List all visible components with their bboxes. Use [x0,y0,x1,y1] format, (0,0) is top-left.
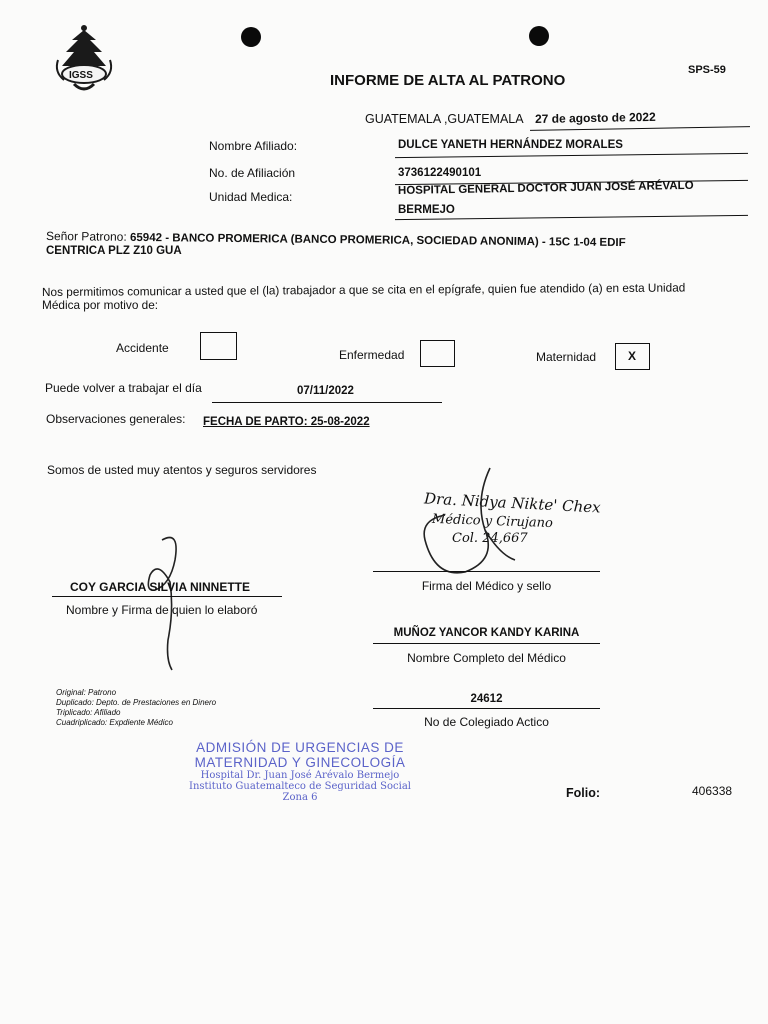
doctor-stamp-line3: Col. 24,667 [452,531,528,546]
copy-triplicado: Triplicado: Afiliado [56,708,121,717]
elaboro-name: COY GARCIA SILVIA NINNETTE [70,580,251,594]
folio-label: Folio: [566,786,601,800]
elaboro-line [52,596,282,597]
hospital-stamp-line3: Hospital Dr. Juan José Arévalo Bermejo [200,770,400,781]
patron-value-line1: 65942 - BANCO PROMERICA (BANCO PROMERICA, SOCIEDAD ANONIMA) - 15C 1-04 EDIF [129,231,626,250]
enfermedad-checkbox[interactable] [420,340,455,367]
firma-medico-label: Firma del Médico y sello [421,579,552,593]
afiliacion-label: No. de Afiliación [209,166,296,180]
afiliacion-value: 3736122490101 [398,167,482,179]
igss-logo [52,24,116,96]
unidad-value-line1: HOSPITAL GENERAL DOCTOR JUAN JOSÉ ARÉVALO [397,179,694,197]
doctor-stamp-line1: Dra. Nidya Nikte' Chex [423,489,602,517]
medico-line [373,643,600,644]
folio-value: 406338 [692,784,733,798]
date-underline [530,126,750,131]
igss-logo-text: IGSS [69,70,93,81]
message-line2: Médica por motivo de: [42,298,159,312]
observaciones-value: FECHA DE PARTO: 25-08-2022 [203,416,370,428]
enfermedad-label: Enfermedad [339,348,405,362]
hospital-stamp-line5: Zona 6 [282,792,318,803]
maternidad-check-mark: X [628,349,637,363]
place-text: GUATEMALA ,GUATEMALA [365,112,524,126]
closing-text: Somos de usted muy atentos y seguros servidores [47,463,317,477]
colegiado-label: No de Colegiado Actico [424,715,549,729]
return-underline [212,402,442,403]
hospital-stamp-line2: MATERNIDAD Y GINECOLOGÍA [194,755,406,770]
colegiado-value: 24612 [470,693,503,705]
return-date-value: 07/11/2022 [297,385,354,397]
igss-logo-icon [52,24,116,96]
message-line1: Nos permitimos comunicar a usted que el (la) trabajador a que se cita en el epígrafe, quien fue atendido (a) en esta Unidad [41,280,686,299]
unidad-value-line2: BERMEJO [398,204,455,216]
observaciones-label: Observaciones generales: [46,412,186,426]
hospital-stamp [180,740,420,803]
return-label: Puede volver a trabajar el día [45,381,202,395]
accidente-label: Accidente [116,341,169,355]
afiliado-value: DULCE YANETH HERNÁNDEZ MORALES [398,139,623,151]
afiliado-underline [395,153,748,158]
hospital-stamp-line4: Instituto Guatemalteco de Seguridad Social [189,781,411,792]
colegiado-line [373,708,600,709]
patron-value-line2: CENTRICA PLZ Z10 GUA [46,245,182,257]
hospital-stamp-line1: ADMISIÓN DE URGENCIAS DE [196,740,404,755]
punch-hole-right [529,26,549,46]
medico-label: Nombre Completo del Médico [407,651,566,665]
copy-cuadriplicado: Cuadriplicado: Expdiente Médico [56,718,173,727]
date-value: 27 de agosto de 2022 [534,109,656,126]
accidente-checkbox[interactable] [200,332,237,360]
copy-original: Original: Patrono [56,688,117,697]
maternidad-label: Maternidad [536,350,597,364]
elaboro-label: Nombre y Firma de quien lo elaboró [66,603,258,617]
form-code: SPS-59 [688,64,726,76]
patron-label: Señor Patrono: [45,229,127,244]
firma-medico-line [373,571,600,572]
punch-hole-left [241,27,261,47]
page-title: INFORME DE ALTA AL PATRONO [330,72,566,89]
unidad-label: Unidad Medica: [209,190,293,204]
afiliado-label: Nombre Afiliado: [209,139,298,153]
medico-name: MUÑOZ YANCOR KANDY KARINA [393,627,580,639]
maternidad-checkbox[interactable] [615,343,650,370]
copy-duplicado: Duplicado: Depto. de Prestaciones en Dinero [56,698,217,707]
doctor-stamp-line2: Médico y Cirujano [431,511,554,532]
